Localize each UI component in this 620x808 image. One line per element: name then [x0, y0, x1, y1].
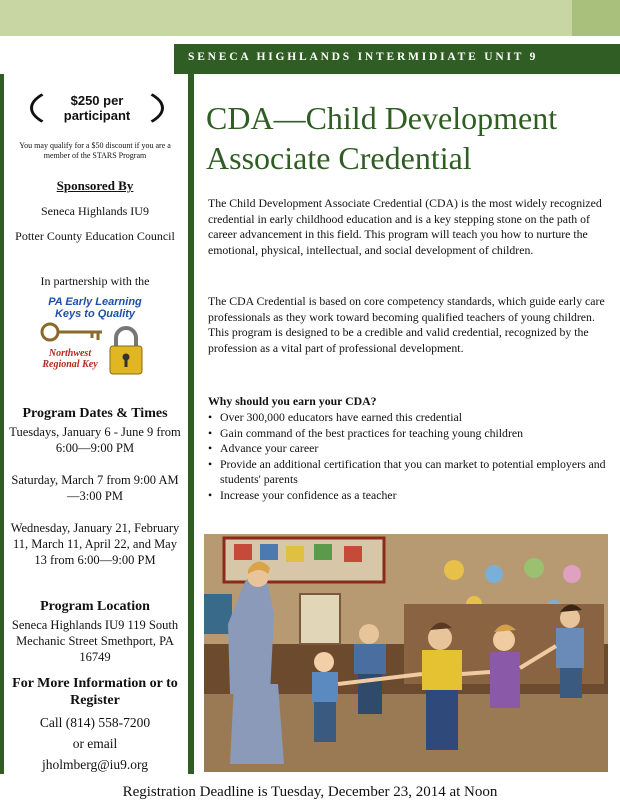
standards-paragraph: The CDA Credential is based on core competency standards, which guide early care professionals as they work toward becoming qualified teachers of young children. This program is designed to be a credible and valid credential, recognized by the profession as a vital part of professional development.	[208, 294, 605, 355]
dates-saturday: Saturday, March 7 from 9:00 AM—3:00 PM	[11, 473, 179, 503]
registration-deadline: Registration Deadline is Tuesday, December 23, 2014 at Noon	[122, 784, 498, 800]
contact-email[interactable]: jholmberg@iu9.org	[41, 757, 149, 772]
contact-phone: Call (814) 558-7200	[39, 715, 151, 730]
price-badge	[30, 82, 164, 134]
partnership-text: In partnership with the	[40, 274, 150, 288]
list-item: • Gain command of the best practices for teaching young children	[208, 426, 610, 442]
intro-paragraph: The Child Development Associate Credential (CDA) is the most widely recognized credential in early childhood education and is a key stepping stone on the path of career advancement in this field. This program will teach you how to nurture the emotional, physical, intellectual, and social development of children.	[208, 196, 602, 257]
list-item: • Advance your career	[208, 441, 610, 457]
info-heading: For More Information or to Register	[12, 676, 178, 708]
list-item: • Provide an additional certification that you can market to potential employers and students' parents	[208, 457, 610, 488]
dates-heading: Program Dates & Times	[22, 406, 168, 421]
sponsored-by-heading: Sponsored By	[56, 178, 134, 193]
dates-wednesdays: Wednesday, January 21, February 11, March 11, April 22, and May 13 from 6:00—9:00 PM	[10, 521, 180, 567]
sponsor-iu9: Seneca Highlands IU9	[41, 204, 149, 218]
logo-line-1: PA Early Learning	[48, 296, 142, 308]
top-band	[0, 0, 572, 36]
logo-region: Northwest Regional Key	[42, 348, 98, 370]
why-heading: Why should you earn your CDA?	[208, 394, 377, 408]
page-title: CDA—Child Development Associate Credential	[206, 100, 558, 176]
classroom-photo	[204, 534, 608, 772]
benefits-list	[208, 410, 610, 503]
top-corner-block	[572, 0, 620, 36]
left-accent-bar	[0, 74, 4, 774]
header-bar	[174, 44, 620, 74]
location-heading: Program Location	[40, 599, 150, 614]
price-text: $250 per participant	[63, 93, 131, 123]
list-item: • Over 300,000 educators have earned this credential	[208, 410, 610, 426]
discount-note: You may qualify for a $50 discount if you are a member of the STARS Program	[19, 141, 171, 160]
list-item: • Increase your confidence as a teacher	[208, 488, 610, 504]
column-divider	[188, 74, 194, 774]
location-address: Seneca Highlands IU9 119 South Mechanic Street Smethport, PA 16749	[11, 618, 179, 664]
contact-info	[6, 712, 184, 775]
dates-tuesdays: Tuesdays, January 6 - June 9 from 6:00—9:00 PM	[9, 425, 181, 455]
pa-early-learning-logo	[36, 296, 154, 396]
logo-line-2: Keys to Quality	[54, 308, 136, 320]
sponsor-potter-county: Potter County Education Council	[15, 229, 175, 243]
contact-or-email: or email	[72, 736, 118, 751]
org-name: SENECA HIGHLANDS INTERMIDIATE UNIT 9	[188, 51, 539, 63]
